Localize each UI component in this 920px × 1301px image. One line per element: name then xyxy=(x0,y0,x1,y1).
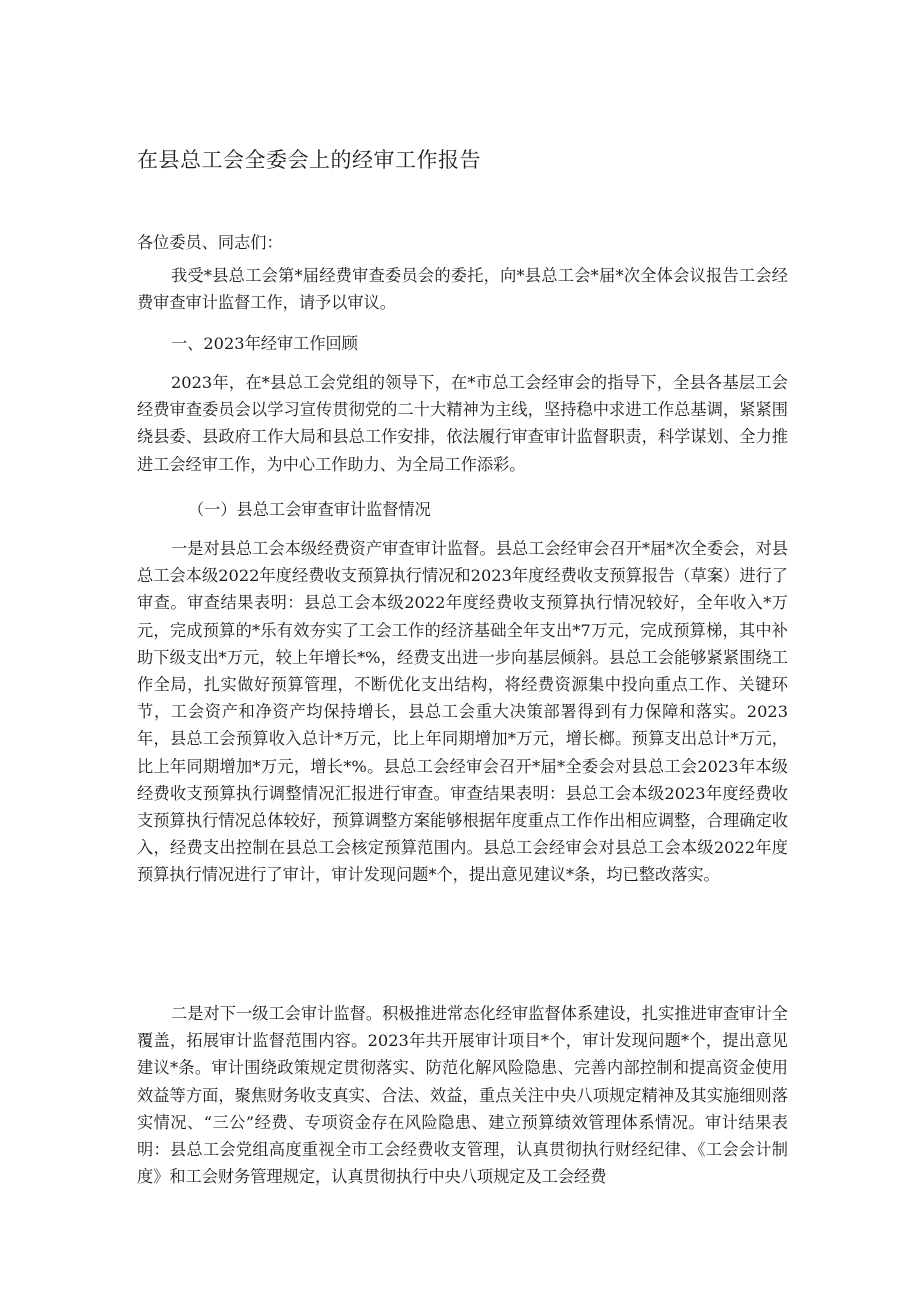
paragraph-county-level-audit: 一是对县总工会本级经费资产审查审计监督。县总工会经审会召开*届*次全委会，对县总工会本级2022年度经费收支预算执行情况和2023年度经费收支预算报告（草案）进行了审查。审查结果表明：县总工会本级2022年度经费收支预算执行情况较好，全年收入*万元，完成预算的*乐有效夯实了工会工作的经济基础全年支出*7万元，完成预算梯，其中补助下级支出*万元，较上年增长*%，经费支出进一步向基层倾斜。县总工会能够紧紧围绕工作全局，扎实做好预算管理，不断优化支出结构，将经费资源集中投向重点工作、关键环节，工会资产和净资产均保持增长，县总工会重大决策部署得到有力保障和落实。2023年，县总工会预算收入总计*万元，比上年同期增加*万元，增长榔。预算支出总计*万元，比上年同期增加*万元，增长*%。县总工会经审会召开*届*全委会对县总工会2023年本级经费收支预算执行调整情况汇报进行审查。审查结果表明：县总工会本级2023年度经费收支预算执行情况总体较好，预算调整方案能够根据年度重点工作作出相应调整，合理确定收入，经费支出控制在县总工会核定预算范围内。县总工会经审会对县总工会本级2022年度预算执行情况进行了审计，审计发现问题*个，提出意见建议*条，均已整改落实。 xyxy=(137,539,788,885)
review-paragraph: 2023年，在*县总工会党组的领导下，在*市总工会经审会的指导下，全县各基层工会经费审查委员会以学习宣传贯彻党的二十大精神为主线，坚持稳中求进工作总基调，紧紧围绕县委、县政府工作大局和县总工作安排，依法履行审查审计监督职责，科学谋划、全力推进工会经审工作，为中心工作助力、为全局工作添彩。 xyxy=(137,373,788,474)
section-heading-review: 一、2023年经审工作回顾 xyxy=(171,334,358,353)
document-title: 在县总工会全委会上的经审工作报告 xyxy=(137,148,481,172)
intro-paragraph: 我受*县总工会第*届经费审查委员会的委托，向*县总工会*届*次全体会议报告工会经费审查审计监督工作，请予以审议。 xyxy=(137,266,788,313)
paragraph-lower-level-audit: 二是对下一级工会审计监督。积极推进常态化经审监督体系建设，扎实推进审查审计全覆盖，拓展审计监督范围内容。2023年共开展审计项目*个，审计发现问题*个，提出意见建议*条。审计围绕政策规定贯彻落实、防范化解风险隐患、完善内部控制和提高资金使用效益等方面，聚焦财务收支真实、合法、效益，重点关注中央八项规定精神及其实施细则落实情况、“三公”经费、专项资金存在风险隐患、建立预算绩效管理体系情况。审计结果表明：县总工会党组高度重视全市工会经费收支管理，认真贯彻执行财经纪律、《工会会计制度》和工会财务管理规定，认真贯彻执行中央八项规定及工会经费 xyxy=(137,1004,788,1187)
subsection-heading-county-audit: （一）县总工会审查审计监督情况 xyxy=(188,500,431,519)
salutation: 各位委员、同志们： xyxy=(137,233,283,252)
